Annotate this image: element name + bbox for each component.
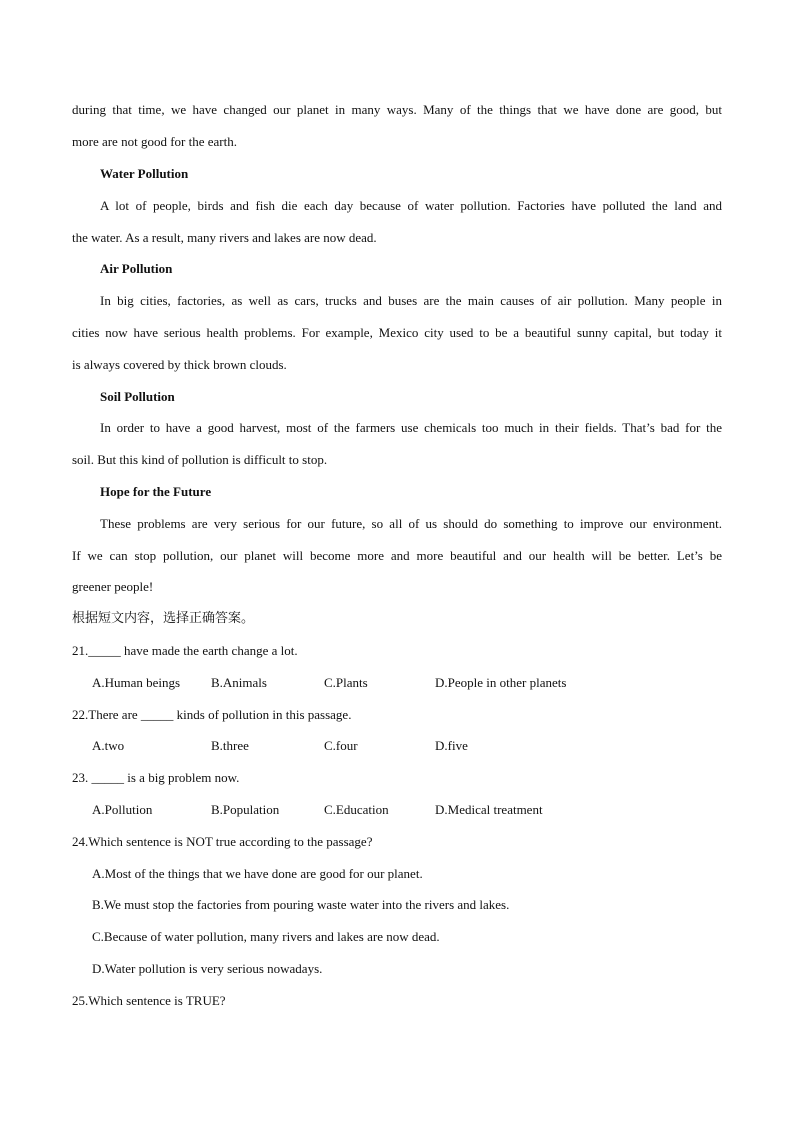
option-c: C.four <box>324 738 358 753</box>
option-a: A.two <box>92 738 125 753</box>
question-stem-24: 24.Which sentence is NOT true according to the passage? <box>72 834 373 849</box>
paragraph-intro-line: during that time, we have changed our planet in many ways. Many of the things that we have done are good, but <box>72 102 722 117</box>
option-a: A.Most of the things that we have done are good for our planet. <box>92 866 423 881</box>
section-heading-air-pollution: Air Pollution <box>100 261 173 276</box>
option-d: D.Medical treatment <box>435 802 543 817</box>
paragraph-water-line: the water. As a result, many rivers and lakes are now dead. <box>72 230 377 245</box>
section-heading-hope-for-future: Hope for the Future <box>100 484 212 499</box>
paragraph-air-line: cities now have serious health problems. For example, Mexico city used to be a beautiful sunny capital, but today it <box>72 325 722 340</box>
option-a: A.Human beings <box>92 675 181 690</box>
option-b: B.Animals <box>211 675 267 690</box>
paragraph-intro-line: more are not good for the earth. <box>72 134 237 149</box>
option-d: D.Water pollution is very serious nowadays. <box>92 961 323 976</box>
question-stem-22: 22.There are _____ kinds of pollution in this passage. <box>72 707 352 722</box>
question-stem-25: 25.Which sentence is TRUE? <box>72 993 226 1008</box>
option-c: C.Because of water pollution, many rivers and lakes are now dead. <box>92 929 440 944</box>
option-c: C.Education <box>324 802 389 817</box>
section-heading-soil-pollution: Soil Pollution <box>100 389 175 404</box>
option-d: D.People in other planets <box>435 675 567 690</box>
option-b: B.We must stop the factories from pouring waste water into the rivers and lakes. <box>92 897 510 912</box>
paragraph-soil-line: soil. But this kind of pollution is difficult to stop. <box>72 452 328 467</box>
paragraph-air-line: is always covered by thick brown clouds. <box>72 357 287 372</box>
option-d: D.five <box>435 738 468 753</box>
question-stem-23: 23. _____ is a big problem now. <box>72 770 240 785</box>
section-heading-water-pollution: Water Pollution <box>100 166 189 181</box>
option-b: B.Population <box>211 802 280 817</box>
paragraph-water-line: A lot of people, birds and fish die each day because of water pollution. Factories have polluted the land and <box>100 198 722 213</box>
question-stem-21: 21._____ have made the earth change a lot. <box>72 643 298 658</box>
paragraph-soil-line: In order to have a good harvest, most of the farmers use chemicals too much in their fields. That’s bad for the <box>100 420 722 435</box>
option-a: A.Pollution <box>92 802 153 817</box>
paragraph-air-line: In big cities, factories, as well as cars, trucks and buses are the main causes of air pollution. Many people in <box>100 293 722 308</box>
paragraph-hope-line: greener people! <box>72 579 154 594</box>
question-instruction: 根据短文内容，选择正确答案。 <box>72 611 255 626</box>
paragraph-hope-line: If we can stop pollution, our planet will become more and more beautiful and our health will be better. Let’s be <box>72 548 722 563</box>
option-c: C.Plants <box>324 675 368 690</box>
option-b: B.three <box>211 738 249 753</box>
paragraph-hope-line: These problems are very serious for our future, so all of us should do something to improve our environment. <box>100 516 722 531</box>
